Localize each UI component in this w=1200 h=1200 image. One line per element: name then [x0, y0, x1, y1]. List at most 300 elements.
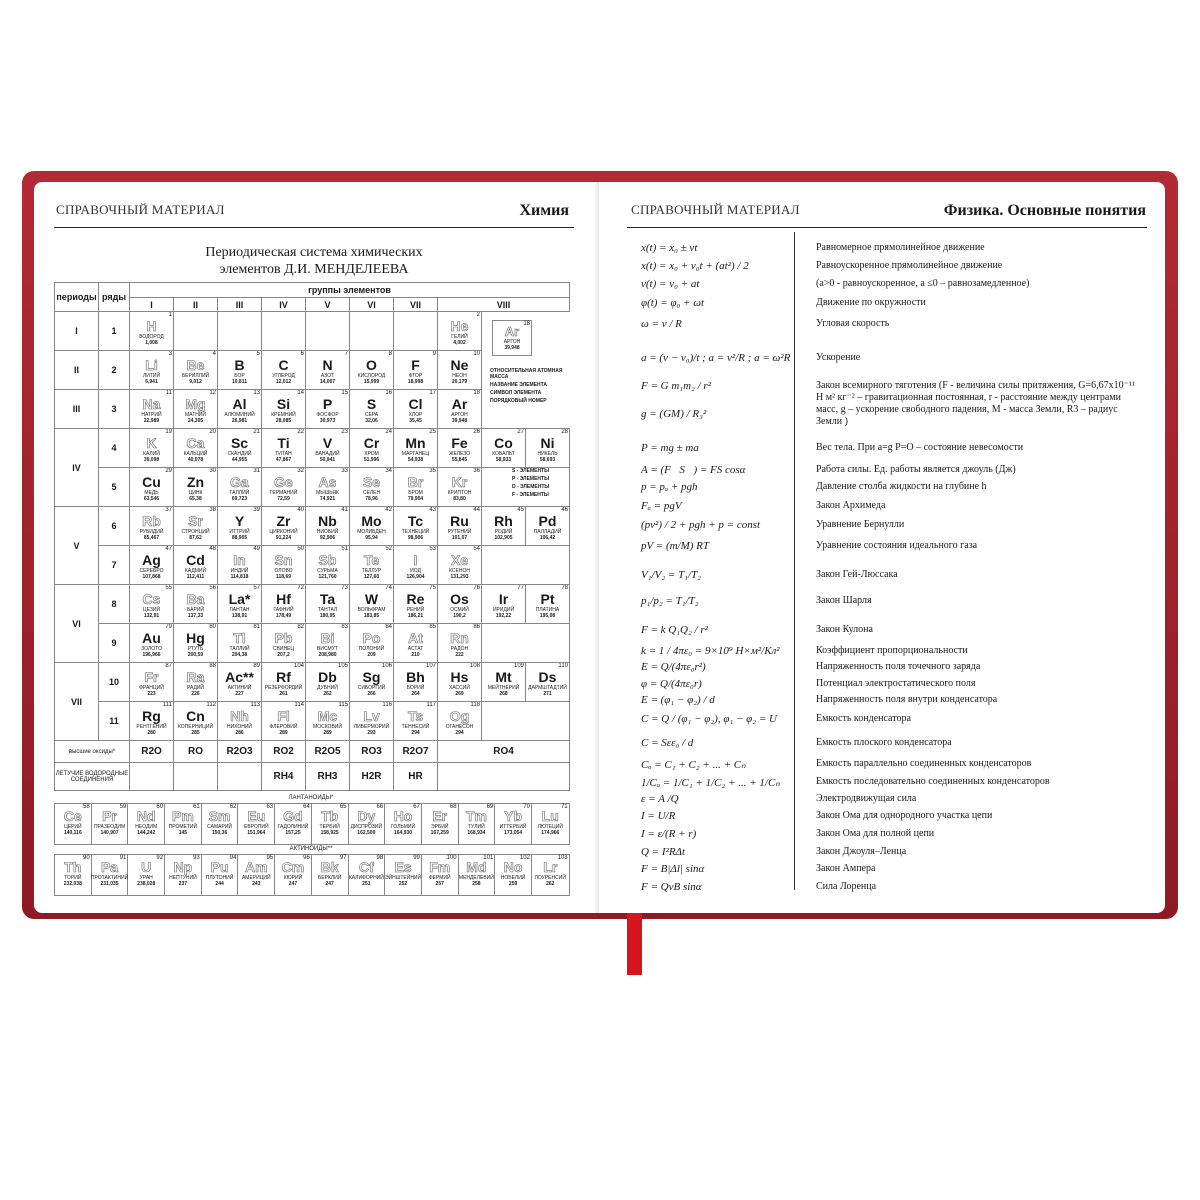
element-mass: 39,098 [143, 457, 160, 463]
element-mass: 157,25 [285, 830, 301, 836]
element-cell [394, 351, 438, 390]
element-mass: 98,906 [407, 535, 424, 541]
element-box [218, 550, 261, 580]
atomic-number: 1 [168, 312, 172, 318]
atomic-number: 94 [229, 855, 237, 861]
element-symbol: Ra [186, 669, 205, 685]
element-mass: 91,224 [275, 535, 292, 541]
atomic-number: 110 [558, 663, 568, 669]
element-name: АКТИНИЙ [227, 685, 252, 691]
legend-type: S - ЭЛЕМЕНТЫ [512, 468, 550, 474]
f-element-cell [312, 855, 349, 895]
element-cell [526, 663, 570, 702]
element-mass: 178,49 [275, 613, 292, 619]
element-symbol: Bi [320, 630, 335, 646]
atomic-number: 112 [206, 702, 216, 708]
element-symbol: Fe [451, 435, 468, 451]
element-symbol: Kr [451, 474, 468, 490]
element-box [438, 394, 481, 424]
atomic-number: 75 [429, 585, 436, 591]
formula-description: Уравнение Бернулли [816, 519, 905, 530]
atomic-number: 20 [209, 429, 216, 435]
element-cell [394, 624, 438, 663]
element-name: ИТТЕРБИЙ [499, 824, 527, 830]
element-cell [130, 507, 174, 546]
atomic-number: 56 [209, 585, 216, 591]
formula: a = (v − v₀)/t ; a = v²/R ; a = ω²R [641, 352, 791, 364]
atomic-number: 10 [473, 351, 480, 357]
atomic-number: 91 [119, 855, 127, 861]
hydrides-formula [438, 763, 570, 791]
element-mass: 102,905 [494, 535, 513, 541]
element-cell [262, 429, 306, 468]
element-cell [218, 351, 262, 390]
period-label: III [55, 390, 99, 429]
element-name: ЭЙНШТЕЙНИЙ [384, 875, 422, 881]
atomic-number: 52 [385, 546, 392, 552]
element-name: ТУЛИЙ [468, 824, 485, 830]
element-mass: 72,59 [277, 496, 290, 502]
row-label: 8 [99, 585, 130, 624]
formula-description: Емкость конденсатора [816, 713, 911, 724]
f-element-cell [495, 855, 532, 895]
row-label: 11 [99, 702, 130, 741]
element-mass: 118,69 [275, 574, 292, 580]
element-symbol: N [322, 357, 333, 373]
element-mass: 54,938 [407, 457, 424, 463]
atomic-number: 108 [469, 663, 480, 669]
element-cell [394, 390, 438, 429]
ribbon-bookmark[interactable] [627, 905, 642, 975]
element-cell [306, 468, 350, 507]
element-symbol: Rb [142, 513, 161, 529]
formula-description: Коэффициент пропорциональности [816, 645, 968, 656]
element-mass: 132,91 [143, 613, 160, 619]
element-box [394, 511, 437, 541]
atomic-number: 100 [446, 855, 457, 861]
element-cell [394, 507, 438, 546]
f-element-cell [165, 855, 202, 895]
element-mass: 18,998 [407, 379, 424, 385]
element-symbol: Ni [540, 435, 555, 451]
element-symbol: Cf [358, 859, 374, 875]
atomic-number: 102 [519, 855, 530, 861]
formula-description: Закон Шарля [816, 595, 872, 606]
formula-description: Ускорение [816, 352, 861, 363]
element-symbol: Rh [494, 513, 513, 529]
element-symbol: No [503, 859, 523, 875]
element-name: ХРОМ [364, 451, 379, 457]
formula-description: Равномерное прямолинейное движение [816, 242, 985, 253]
element-symbol: Br [407, 474, 424, 490]
element-name: ПРОМЕТИЙ [168, 824, 198, 830]
element-symbol: Nd [136, 808, 156, 824]
element-cell [174, 663, 218, 702]
element-cell [130, 702, 174, 741]
element-cell [218, 624, 262, 663]
element-symbol: O [366, 357, 377, 373]
element-box [306, 550, 349, 580]
element-box [482, 433, 525, 463]
element-name: ГОЛЬМИЙ [390, 824, 416, 830]
atomic-number: 104 [293, 663, 304, 669]
element-symbol: Lu [541, 808, 559, 824]
atomic-number: 57 [253, 585, 260, 591]
element-box [218, 394, 261, 424]
element-cell [174, 351, 218, 390]
element-symbol: P [322, 396, 333, 412]
element-name: ГАФНИЙ [273, 607, 294, 613]
atomic-number: 7 [344, 351, 348, 357]
element-symbol: Cu [142, 474, 161, 490]
element-symbol: Eu [247, 808, 266, 824]
element-symbol: Be [186, 357, 205, 373]
f-element-cell [385, 804, 422, 844]
element-mass: 174,966 [541, 830, 560, 836]
element-name: ПЛУТОНИЙ [205, 875, 234, 881]
formula: x(t) = x₀ ± vt [641, 242, 698, 254]
element-symbol: Nb [318, 513, 337, 529]
hydrides-formula: HR [394, 763, 438, 791]
element-symbol: Bh [406, 669, 425, 685]
element-symbol: Tc [407, 513, 424, 529]
element-mass: 106,42 [539, 535, 556, 541]
legend-item: НАЗВАНИЕ ЭЛЕМЕНТА [490, 382, 547, 388]
element-box [350, 355, 393, 385]
element-cell [218, 507, 262, 546]
element-cell [218, 585, 262, 624]
element-mass: 247 [325, 881, 334, 887]
atomic-number: 86 [473, 624, 480, 630]
element-cell [306, 546, 350, 585]
element-mass: 261 [279, 691, 288, 697]
atomic-number: 27 [517, 429, 524, 435]
element-cell [438, 429, 482, 468]
element-cell [438, 351, 482, 390]
element-mass: 26,981 [231, 418, 248, 424]
f-element-cell [202, 855, 239, 895]
element-box [438, 316, 481, 346]
element-mass: 28,085 [275, 418, 292, 424]
atomic-number: 61 [193, 804, 200, 810]
atomic-number: 8 [388, 351, 392, 357]
element-cell [130, 468, 174, 507]
element-mass: 210 [411, 652, 420, 658]
atomic-number: 58 [83, 804, 90, 810]
element-symbol: Ar [451, 396, 468, 412]
element-symbol: I [413, 552, 418, 568]
atomic-number: 66 [376, 804, 384, 810]
legend-types [512, 468, 549, 500]
element-name: БЕРКЛИЙ [317, 875, 342, 881]
legend-mass: 39,948 [504, 345, 520, 351]
element-box [174, 511, 217, 541]
element-name: НИОБИЙ [316, 529, 339, 535]
element-symbol: Au [142, 630, 161, 646]
element-cell [262, 546, 306, 585]
element-mass: 95,94 [365, 535, 378, 541]
atomic-number: 29 [165, 468, 172, 474]
element-name: РЕНТГЕНИЙ [136, 724, 167, 730]
element-mass: 114,818 [230, 574, 249, 580]
element-mass: 1,008 [145, 340, 158, 346]
element-box [350, 472, 393, 502]
group-7: VII [394, 298, 438, 312]
element-cell [262, 507, 306, 546]
element-mass: 14,007 [319, 379, 336, 385]
element-mass: 162,500 [357, 830, 376, 836]
element-mass: 127,60 [363, 574, 380, 580]
atomic-number: 47 [165, 546, 172, 552]
element-box [218, 511, 261, 541]
f-element-cell [238, 804, 275, 844]
formula: (pv²) / 2 + pgh + p = const [641, 519, 761, 531]
f-element-cell [532, 804, 569, 844]
f-element-cell [92, 804, 129, 844]
element-cell [394, 546, 438, 585]
element-name: ЗОЛОТО [141, 646, 162, 652]
element-cell [306, 429, 350, 468]
element-mass: 243 [252, 881, 261, 887]
element-mass: 266 [367, 691, 376, 697]
element-symbol: La* [228, 591, 251, 607]
element-name: ЦИНК [188, 490, 203, 496]
element-name: ДИСПРОЗИЙ [350, 824, 383, 830]
element-symbol: Sg [362, 669, 381, 685]
element-name: СУРЬМА [317, 568, 338, 574]
right-header-label: СПРАВОЧНЫЙ МАТЕРИАЛ [631, 202, 800, 217]
formula: P = mg ± ma [641, 442, 699, 454]
element-mass: 252 [398, 881, 408, 887]
element-box [130, 355, 173, 385]
element-name: РАДОН [450, 646, 469, 652]
element-mass: 92,906 [319, 535, 336, 541]
atomic-number: 22 [297, 429, 304, 435]
f-element-cell [459, 804, 496, 844]
hydrides-label: ЛЕТУЧИЕ ВОДОРОДНЫЕ СОЕДИНЕНИЯ [55, 763, 130, 791]
element-name: БАРИЙ [186, 607, 205, 613]
row-label: 7 [99, 546, 130, 585]
element-cell [482, 429, 526, 468]
element-box [394, 355, 437, 385]
element-mass: 20,179 [451, 379, 468, 385]
element-box [526, 667, 569, 697]
element-box [174, 433, 217, 463]
period-label: II [55, 351, 99, 390]
element-cell [262, 351, 306, 390]
formula: A = (F⃗S⃗) = FS cosα [641, 464, 746, 476]
element-symbol: Ir [498, 591, 509, 607]
element-name: ПРОТАКТИНИЙ [90, 875, 129, 881]
element-mass: 286 [235, 730, 244, 736]
element-mass: 9,012 [189, 379, 202, 385]
element-symbol: Re [406, 591, 425, 607]
element-symbol: He [450, 318, 469, 334]
element-mass: 204,38 [231, 652, 248, 658]
period-label: I [55, 312, 99, 351]
element-symbol: Pd [538, 513, 557, 529]
element-mass: 294 [455, 730, 464, 736]
element-box [438, 511, 481, 541]
element-symbol: Db [318, 669, 337, 685]
element-symbol: Ti [277, 435, 290, 451]
element-mass: 280 [147, 730, 156, 736]
atomic-number: 87 [165, 663, 172, 669]
atomic-number: 49 [253, 546, 260, 552]
lanthanides-actinides [54, 794, 570, 896]
formula-description: Закон Джоуля–Ленца [816, 846, 907, 857]
element-name: ТИТАН [275, 451, 292, 457]
atomic-number: 32 [297, 468, 304, 474]
atomic-number: 51 [341, 546, 348, 552]
element-symbol: Hg [186, 630, 205, 646]
atomic-number: 88 [209, 663, 216, 669]
element-box [262, 667, 305, 697]
element-name: ФОСФОР [316, 412, 339, 418]
element-name: ЭРБИЙ [431, 824, 449, 830]
element-name: УГЛЕРОД [272, 373, 295, 379]
element-name: ЦЕРИЙ [64, 824, 82, 830]
element-box [130, 511, 173, 541]
atomic-number: 63 [266, 804, 274, 810]
element-name: ТЕХНЕЦИЙ [401, 529, 430, 535]
element-name: АСТАТ [407, 646, 424, 652]
element-symbol: Mo [361, 513, 382, 529]
formula: C = Sεε₀ / d [641, 737, 694, 749]
actinides-row [54, 854, 570, 896]
group-8: VIII [438, 298, 570, 312]
empty-cell [394, 312, 438, 351]
formula: φ(t) = φ₀ + ωt [641, 297, 705, 309]
element-symbol: Hs [450, 669, 469, 685]
element-box [130, 472, 173, 502]
element-cell [438, 702, 482, 741]
formula: E = Q/(4πε₀r²) [641, 661, 706, 673]
element-cell [438, 624, 482, 663]
element-box [218, 472, 261, 502]
element-box [130, 589, 173, 619]
element-box [218, 433, 261, 463]
element-cell [350, 351, 394, 390]
atomic-number: 89 [253, 663, 260, 669]
left-header-label: СПРАВОЧНЫЙ МАТЕРИАЛ [56, 202, 225, 217]
element-name: ОГАНЕСОН [445, 724, 474, 730]
formula: ω = v / R [641, 318, 682, 330]
header-rule [54, 227, 574, 228]
element-cell [350, 624, 394, 663]
element-mass: 262 [323, 691, 332, 697]
atomic-number: 2 [476, 312, 480, 318]
element-box [350, 433, 393, 463]
element-name: КАЛИФОРНИЙ [348, 875, 384, 881]
element-symbol: Lr [543, 859, 558, 875]
element-box [174, 589, 217, 619]
element-symbol: Er [432, 808, 448, 824]
f-element-cell [385, 855, 422, 895]
f-element-cell [532, 855, 569, 895]
atomic-number: 80 [209, 624, 216, 630]
element-cell [306, 507, 350, 546]
element-symbol: Ac** [225, 669, 254, 685]
element-mass: 55,845 [451, 457, 468, 463]
row-label: 6 [99, 507, 130, 546]
element-mass: 192,22 [495, 613, 512, 619]
element-box [262, 589, 305, 619]
element-name: МЫШЬЯК [316, 490, 339, 496]
element-name: КРЕМНИЙ [271, 412, 296, 418]
element-name: НЕОДИМ [135, 824, 158, 830]
element-mass: 269 [455, 691, 464, 697]
element-name: АЛЮМИНИЙ [224, 412, 255, 418]
element-box [130, 550, 173, 580]
element-symbol: U [141, 859, 152, 875]
element-cell [218, 390, 262, 429]
element-name: ПАЛЛАДИЙ [533, 529, 562, 535]
element-box [350, 550, 393, 580]
atomic-number: 114 [294, 702, 304, 708]
element-box [438, 706, 481, 736]
formula: C = Q / (φ₁ − φ₂), φ₁ − φ₂ = U [641, 713, 777, 725]
element-mass: 238,028 [137, 881, 156, 887]
element-name: ТЕННЕСИЙ [401, 724, 430, 730]
atomic-number: 4 [212, 351, 216, 357]
hydrides-formula [174, 763, 218, 791]
element-cell [174, 507, 218, 546]
element-box [526, 511, 569, 541]
atomic-number: 103 [557, 855, 568, 861]
header-rule [627, 227, 1147, 228]
element-mass: 24,305 [187, 418, 204, 424]
element-symbol: Pr [102, 808, 117, 824]
element-symbol: Ga [230, 474, 249, 490]
element-box [130, 433, 173, 463]
element-mass: 167,259 [430, 830, 449, 836]
atomic-number: 24 [385, 429, 392, 435]
element-symbol: Cl [408, 396, 423, 412]
atomic-number: 21 [253, 429, 260, 435]
element-box [306, 433, 349, 463]
element-box [350, 706, 393, 736]
atomic-number: 6 [300, 351, 304, 357]
element-symbol: Sb [318, 552, 337, 568]
element-name: ИТТРИЙ [229, 529, 250, 535]
element-box [130, 628, 173, 658]
f-element-cell [275, 804, 312, 844]
formula: F = QvB sinα [641, 881, 702, 893]
formula-description: Закон Гей-Люссака [816, 569, 898, 580]
atomic-number: 81 [253, 624, 260, 630]
element-symbol: Al [232, 396, 247, 412]
element-cell [306, 351, 350, 390]
atomic-number: 17 [429, 390, 436, 396]
element-symbol: Ge [274, 474, 293, 490]
element-cell [438, 585, 482, 624]
element-name: БОРИЙ [406, 685, 425, 691]
element-name: ХАССИЙ [449, 685, 470, 691]
right-header-title: Физика. Основные понятия [943, 202, 1146, 219]
legend-items [490, 368, 574, 404]
empty-cell [482, 546, 570, 585]
formula-description: Давление столба жидкости на глубине h [816, 481, 987, 492]
atomic-number: 106 [381, 663, 392, 669]
element-box [174, 667, 217, 697]
atomic-number: 35 [429, 468, 436, 474]
element-box [262, 433, 305, 463]
element-mass: 101,07 [451, 535, 468, 541]
element-mass: 237 [178, 881, 188, 887]
element-symbol: Mc [317, 708, 338, 724]
legend-name: АРГОН [503, 339, 521, 345]
